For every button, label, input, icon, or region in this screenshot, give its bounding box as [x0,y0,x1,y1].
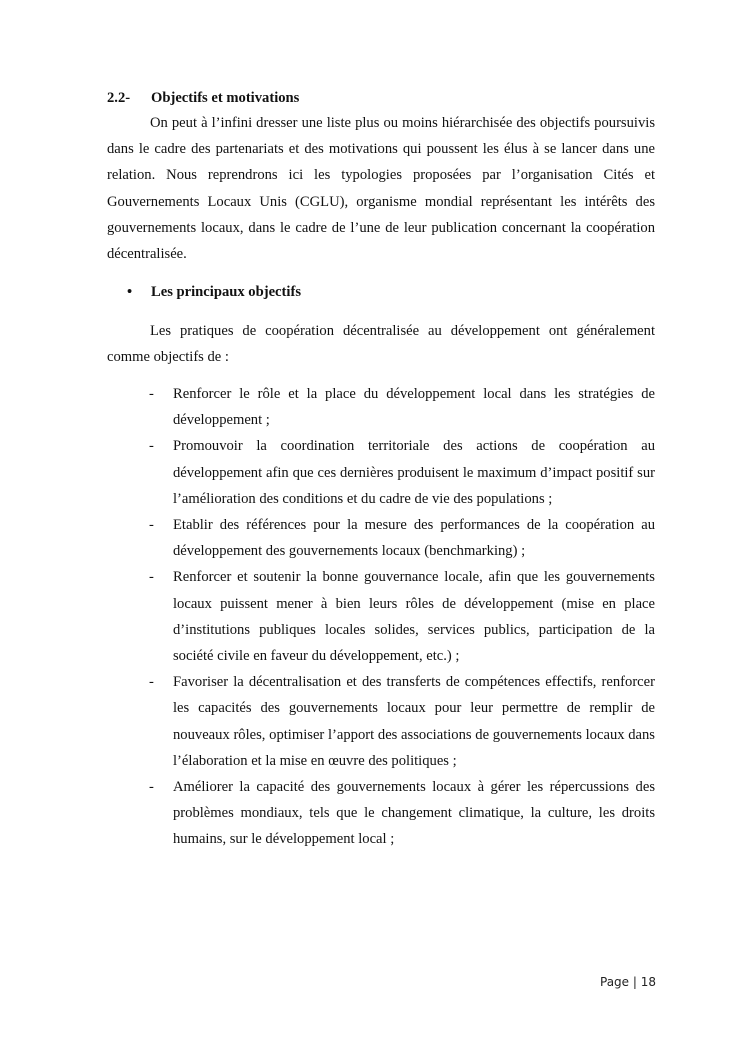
list-item [149,433,655,512]
dash-marker: - [149,386,154,402]
bullet-icon: • [127,284,133,300]
list-item [149,381,655,433]
dash-marker: - [149,569,154,586]
list-item-text: Etablir des références pour la mesure des performances de la coopération au développement des gouvernements locaux (benchmarking) ; [173,517,655,560]
list-item [149,564,655,669]
bullet-heading [127,282,301,302]
dash-marker: - [149,438,154,455]
intro-paragraph: On peut à l’infini dresser une liste plus ou moins hiérarchisée des objectifs poursuivis dans le cadre des partenariats et des motivations qui poussent les élus à se lancer dans une relation. Nous reprendrons ici les typologies proposées par l’organisation Cités et Gouvernements Locaux Unis (CGLU), organisme mondial représentant les intérêts des gouvernements locaux, dans le cadre de l’une de leur publication concernant la coopération décentralisée. [107,115,655,263]
section-title: Objectifs et motivations [151,90,300,106]
objectives-list [149,381,655,853]
objectives-intro-paragraph: Les pratiques de coopération décentralisée au développement ont généralement comme objectifs de : [107,323,655,366]
section-number: 2.2- [107,90,131,106]
dash-marker: - [149,779,154,796]
list-item [149,774,655,853]
list-item-text: Renforcer le rôle et la place du développement local dans les stratégies de développement ; [173,386,655,429]
list-item [149,669,655,774]
section-heading [107,88,299,108]
dash-marker: - [149,674,154,691]
bullet-heading-text: Les principaux objectifs [151,284,301,300]
list-item-text: Renforcer et soutenir la bonne gouvernance locale, afin que les gouvernements locaux puissent mener à bien leurs rôles de développement (mise en place d’institutions publiques locales solides, services publics, participation de la société civile en faveur du développement, etc.) ; [173,569,655,665]
dash-marker: - [149,517,154,534]
list-item [149,512,655,564]
list-item-text: Améliorer la capacité des gouvernements locaux à gérer les répercussions des problèmes mondiaux, tels que le changement climatique, la culture, les droits humains, sur le développement local ; [173,779,655,848]
list-item-text: Promouvoir la coordination territoriale des actions de coopération au développement afin que ces dernières produisent le maximum d’impact positif sur l’amélioration des conditions et du cadre de vie des populations ; [173,438,655,507]
list-item-text: Favoriser la décentralisation et des transferts de compétences effectifs, renforcer les capacités des gouvernements locaux pour leur permettre de remplir de nouveaux rôles, optimiser l’apport des associations de gouvernements locaux dans l’élaboration et la mise en œuvre des politiques ; [173,674,655,769]
page-number-footer: Page | 18 [600,975,656,989]
